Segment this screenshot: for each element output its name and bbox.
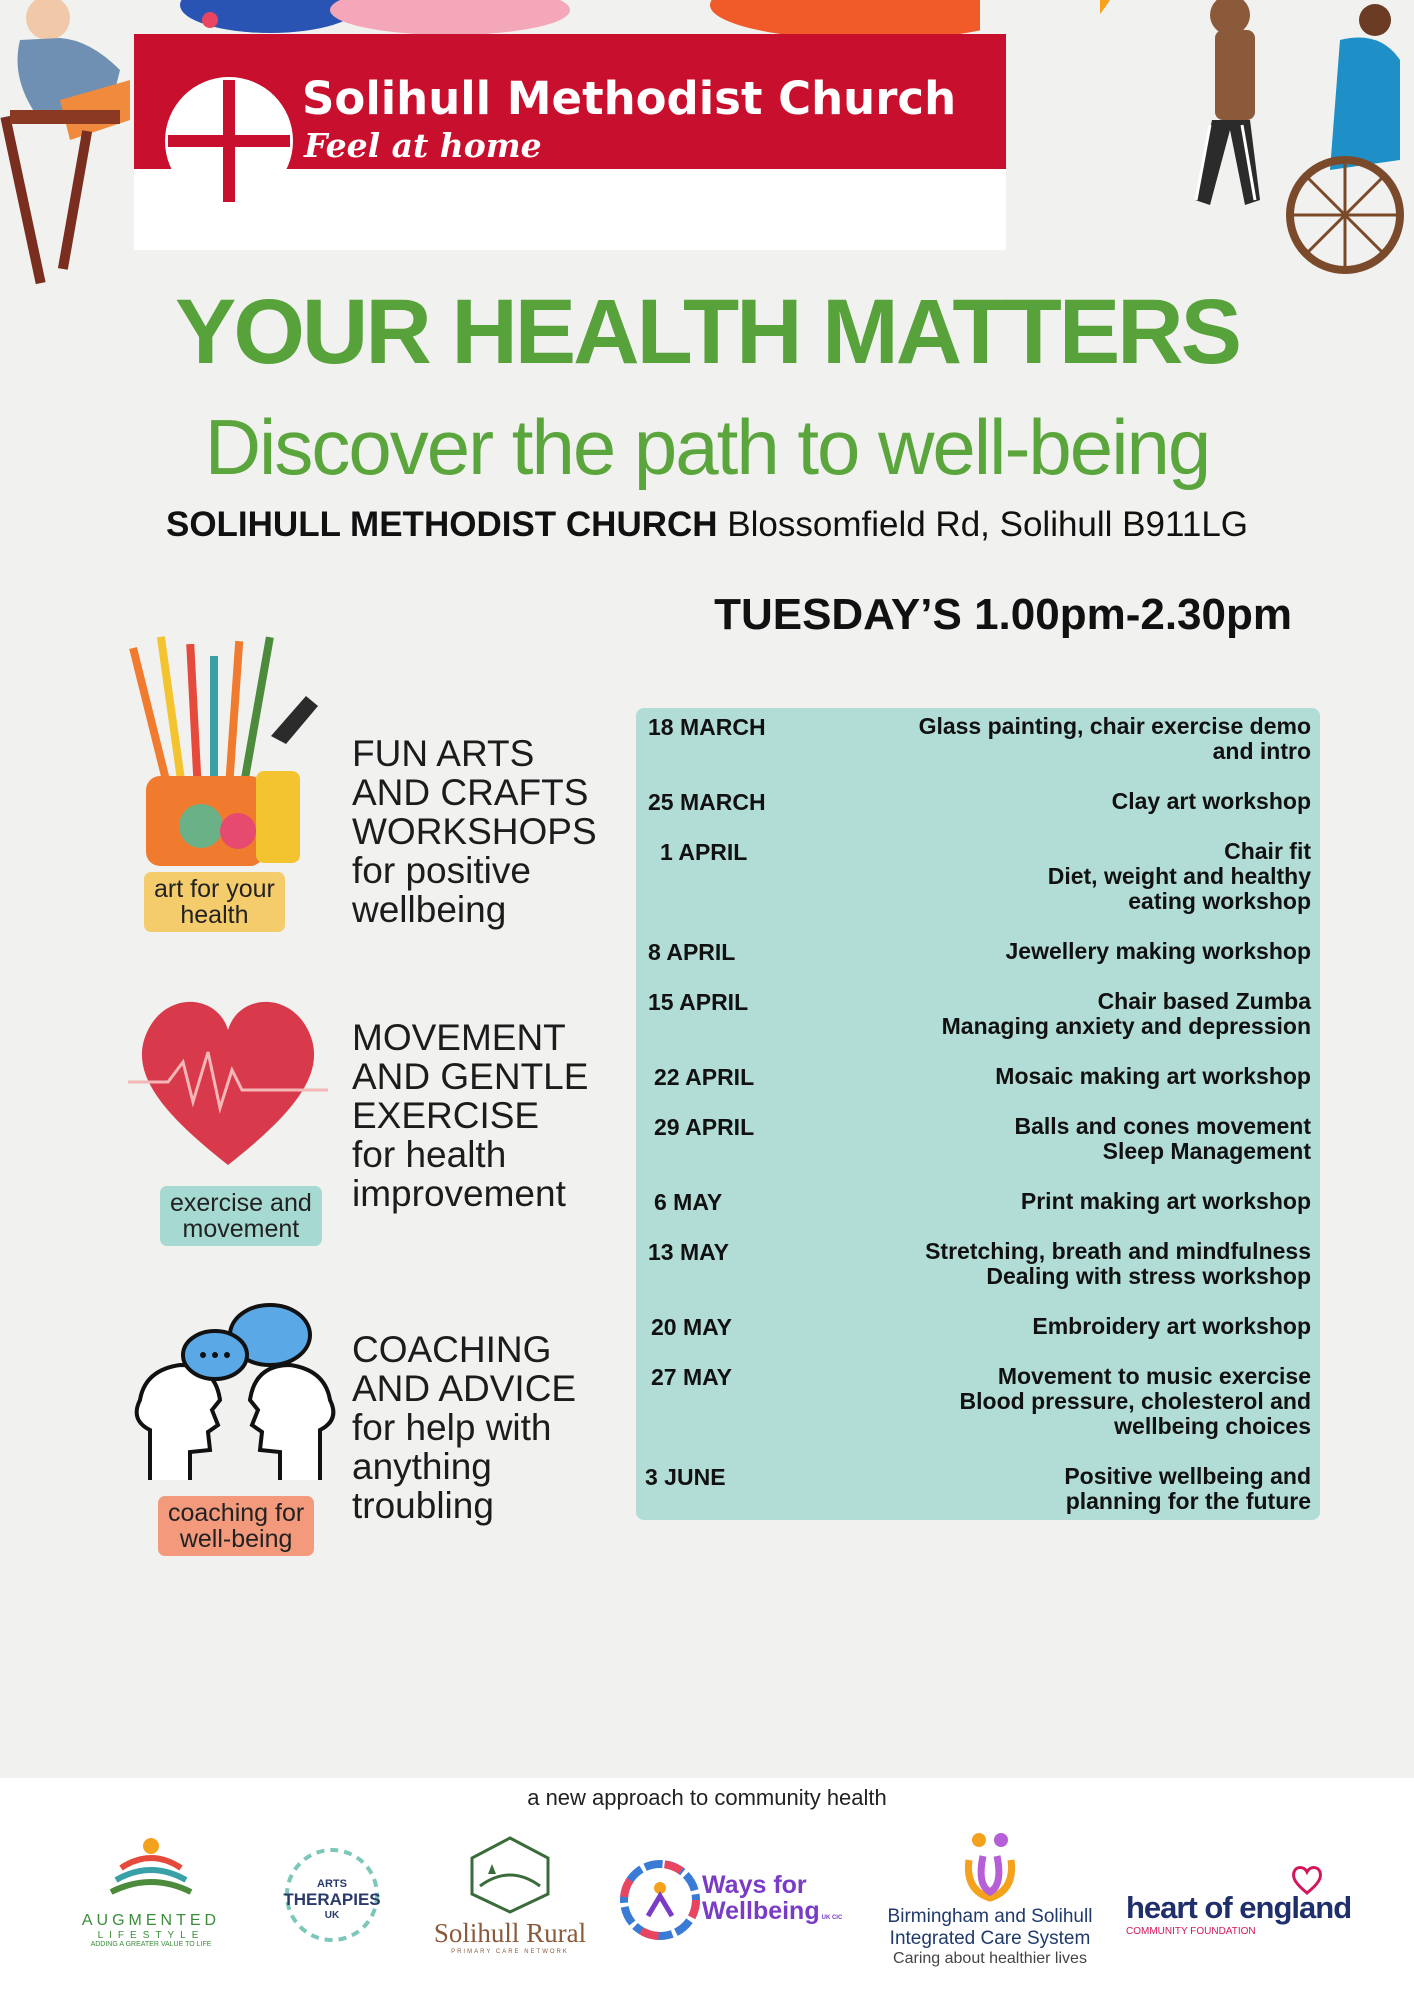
coaching-category-text: COACHING AND ADVICE for help with anything troubling bbox=[352, 1329, 577, 1526]
church-tagline: Feel at home bbox=[304, 126, 542, 165]
arts-category-text: FUN ARTS AND CRAFTS WORKSHOPS for positive wellbeing bbox=[352, 733, 597, 930]
heart-pulse-icon bbox=[128, 990, 328, 1170]
movement-category-text: MOVEMENT AND GENTLE EXERCISE for health improvement bbox=[352, 1017, 589, 1214]
partners-footer: a new approach to community health AUGMENTED LIFESTYLE ADDING A GREATER VALUE TO LIFE ARTS THERAPIES UK Solihull Rural PRIMARY CARE NETWORK Ways for Wellbeing UK CIC Birmingham and Solihull Integrated Care System Caring about healthier lives heart of england COMMUNITY FOUNDATION bbox=[0, 1778, 1414, 2000]
church-banner bbox=[134, 34, 1006, 250]
venue-name: SOLIHULL METHODIST CHURCH bbox=[165, 505, 718, 544]
page-title: YOUR HEALTH MATTERS bbox=[175, 281, 1239, 383]
coaching-badge: coaching for well-being bbox=[158, 1496, 314, 1556]
augmented-lifestyle-logo: AUGMENTED LIFESTYLE ADDING A GREATER VALUE TO LIFE bbox=[76, 1828, 226, 1948]
ways-for-wellbeing-logo: Ways for Wellbeing UK CIC bbox=[618, 1858, 858, 1948]
conversation-heads-icon bbox=[130, 1300, 340, 1480]
movement-badge: exercise and movement bbox=[160, 1186, 322, 1246]
church-name: Solihull Methodist Church bbox=[302, 72, 957, 125]
event-time: TUESDAY’S 1.00pm-2.30pm bbox=[714, 590, 1292, 639]
seated-person-illustration bbox=[0, 0, 140, 290]
augmented-lifestyle-icon bbox=[101, 1828, 201, 1908]
arts-badge: art for your health bbox=[144, 872, 285, 932]
schedule-table: 18 MARCH Glass painting, chair exercise demo and intro 25 MARCH Clay art workshop 1 APRIL Chair fit Diet, weight and healthy eating workshop 8 APRIL Jewellery making workshop 15 APRIL Chair based Zumba Managing anxiety and depression 22 APRIL Mosaic making art workshop 29 APRIL Balls and cones movement Sleep Management 6 MAY Print making art workshop 13 MAY Stretching, breath and mindfulness Dealing with stress workshop 20 MAY Embroidery art workshop 27 MAY Movement to music exercise Blood pressure, cholesterol and wellbeing choices 3 JUNE Positive wellbeing and planning for the future bbox=[636, 708, 1320, 1520]
solihull-rural-logo: Solihull Rural PRIMARY CARE NETWORK bbox=[420, 1834, 600, 1955]
page-subtitle: Discover the path to well-being bbox=[204, 403, 1210, 491]
dancing-wheelchair-illustration bbox=[1100, 0, 1414, 290]
paintbrush-pot-icon bbox=[106, 636, 336, 868]
birmingham-solihull-ics-logo: Birmingham and Solihull Integrated Care System Caring about healthier lives bbox=[870, 1830, 1110, 1968]
cross-logo-icon bbox=[164, 76, 294, 206]
solihull-rural-icon bbox=[468, 1834, 552, 1914]
ics-people-icon bbox=[955, 1830, 1025, 1902]
venue-address: Blossomfield Rd, Solihull B911LG bbox=[727, 505, 1249, 544]
ways-for-wellbeing-icon bbox=[618, 1858, 702, 1942]
arts-therapies-logo: ARTS THERAPIES UK bbox=[272, 1840, 392, 1950]
event-location bbox=[0, 505, 1414, 545]
footer-note: a new approach to community health bbox=[527, 1785, 887, 1810]
